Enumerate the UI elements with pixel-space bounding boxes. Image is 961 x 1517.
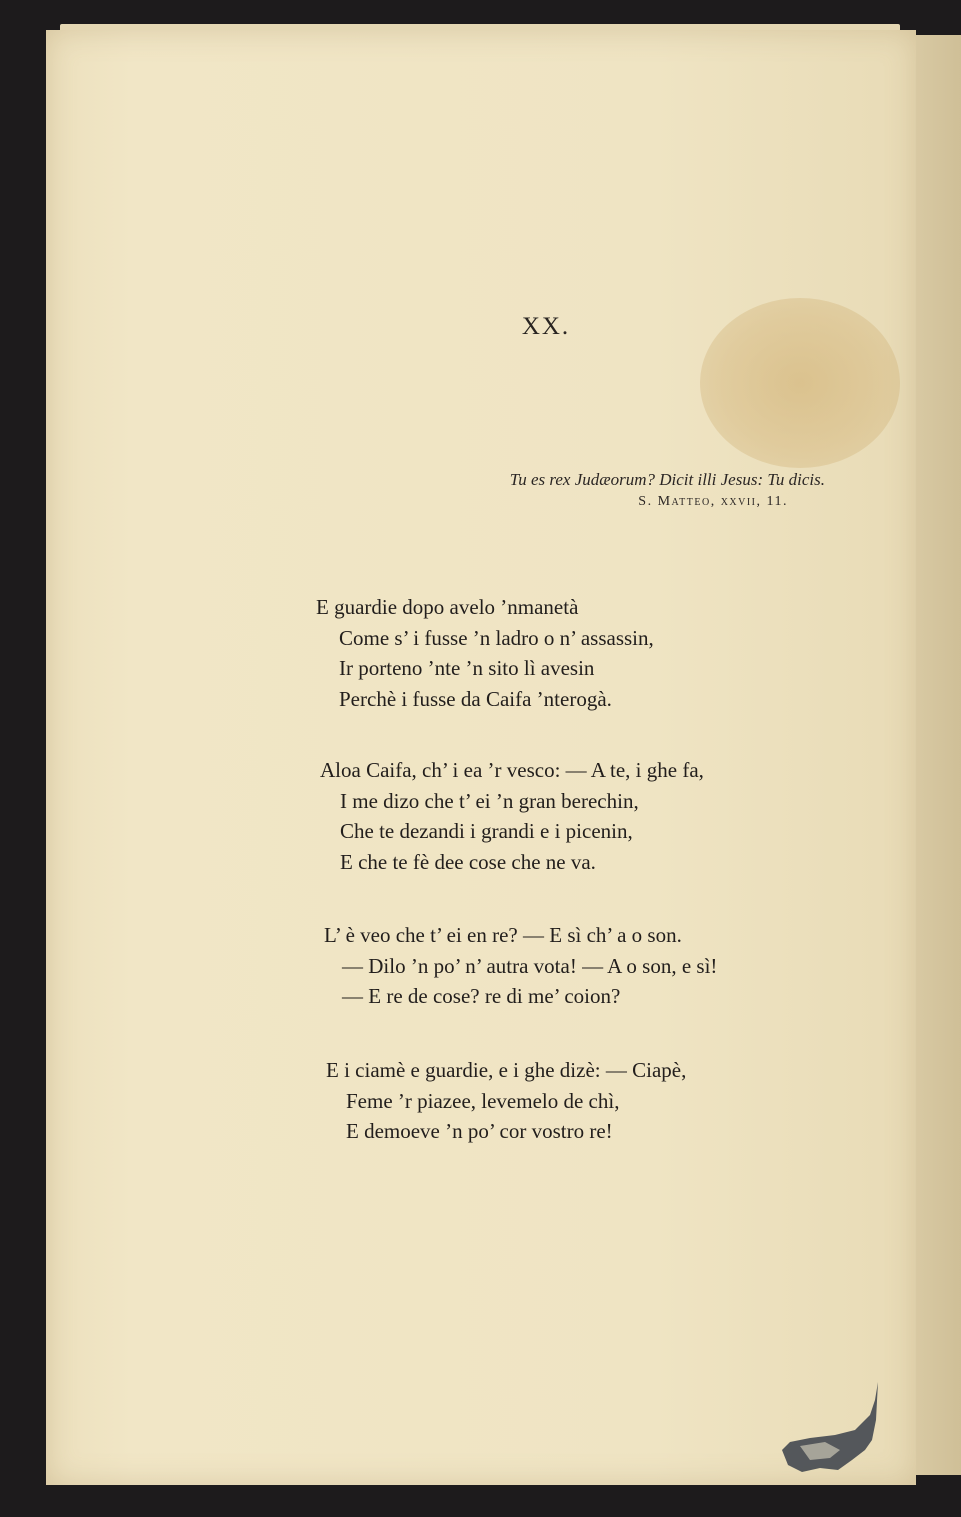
verse-line: E demoeve ’n po’ cor vostro re! [346,1119,613,1143]
verse-line: Che te dezandi i grandi e i picenin, [340,819,633,843]
verse-line: Perchè i fusse da Caifa ’nterogà. [339,686,612,711]
verse-line: — Dilo ’n po’ n’ autra vota! — A o son, e sì! [342,953,718,978]
stanza-1 [316,592,654,714]
verse-line: Come s’ i fusse ’n ladro o n’ assassin, [339,625,654,650]
stanza-3 [324,920,717,1012]
stanza-4 [326,1055,686,1147]
verse-line: L’ è veo che t’ ei en re? — E sì ch’ a o son. [324,923,682,947]
ink-blot [780,1380,880,1475]
verse-line: E guardie dopo avelo ’nmanetà [316,595,579,619]
adjacent-page-edge [912,35,961,1475]
stanza-2 [320,755,704,877]
verse-line: I me dizo che t’ ei ’n gran berechin, [340,788,639,813]
verse-line: — E re de cose? re di me’ coion? [342,984,621,1008]
verse-line: Ir porteno ’nte ’n sito lì avesin [339,656,595,680]
verse-line: Aloa Caifa, ch’ i ea ’r vesco: — A te, i ghe fa, [320,758,704,782]
water-stain [700,298,900,468]
epigraph: Tu es rex Judæorum? Dicit illi Jesus: Tu dicis. [509,470,825,489]
verse-line: E i ciamè e guardie, e i ghe dizè: — Ciapè, [326,1058,687,1082]
epigraph-source: S. Matteo, xxvii, 11. [638,494,788,509]
verse-line: Feme ’r piazee, levemelo de chì, [346,1088,620,1113]
verse-line: E che te fè dee cose che ne va. [340,849,596,874]
poem-number: XX. [521,313,571,340]
